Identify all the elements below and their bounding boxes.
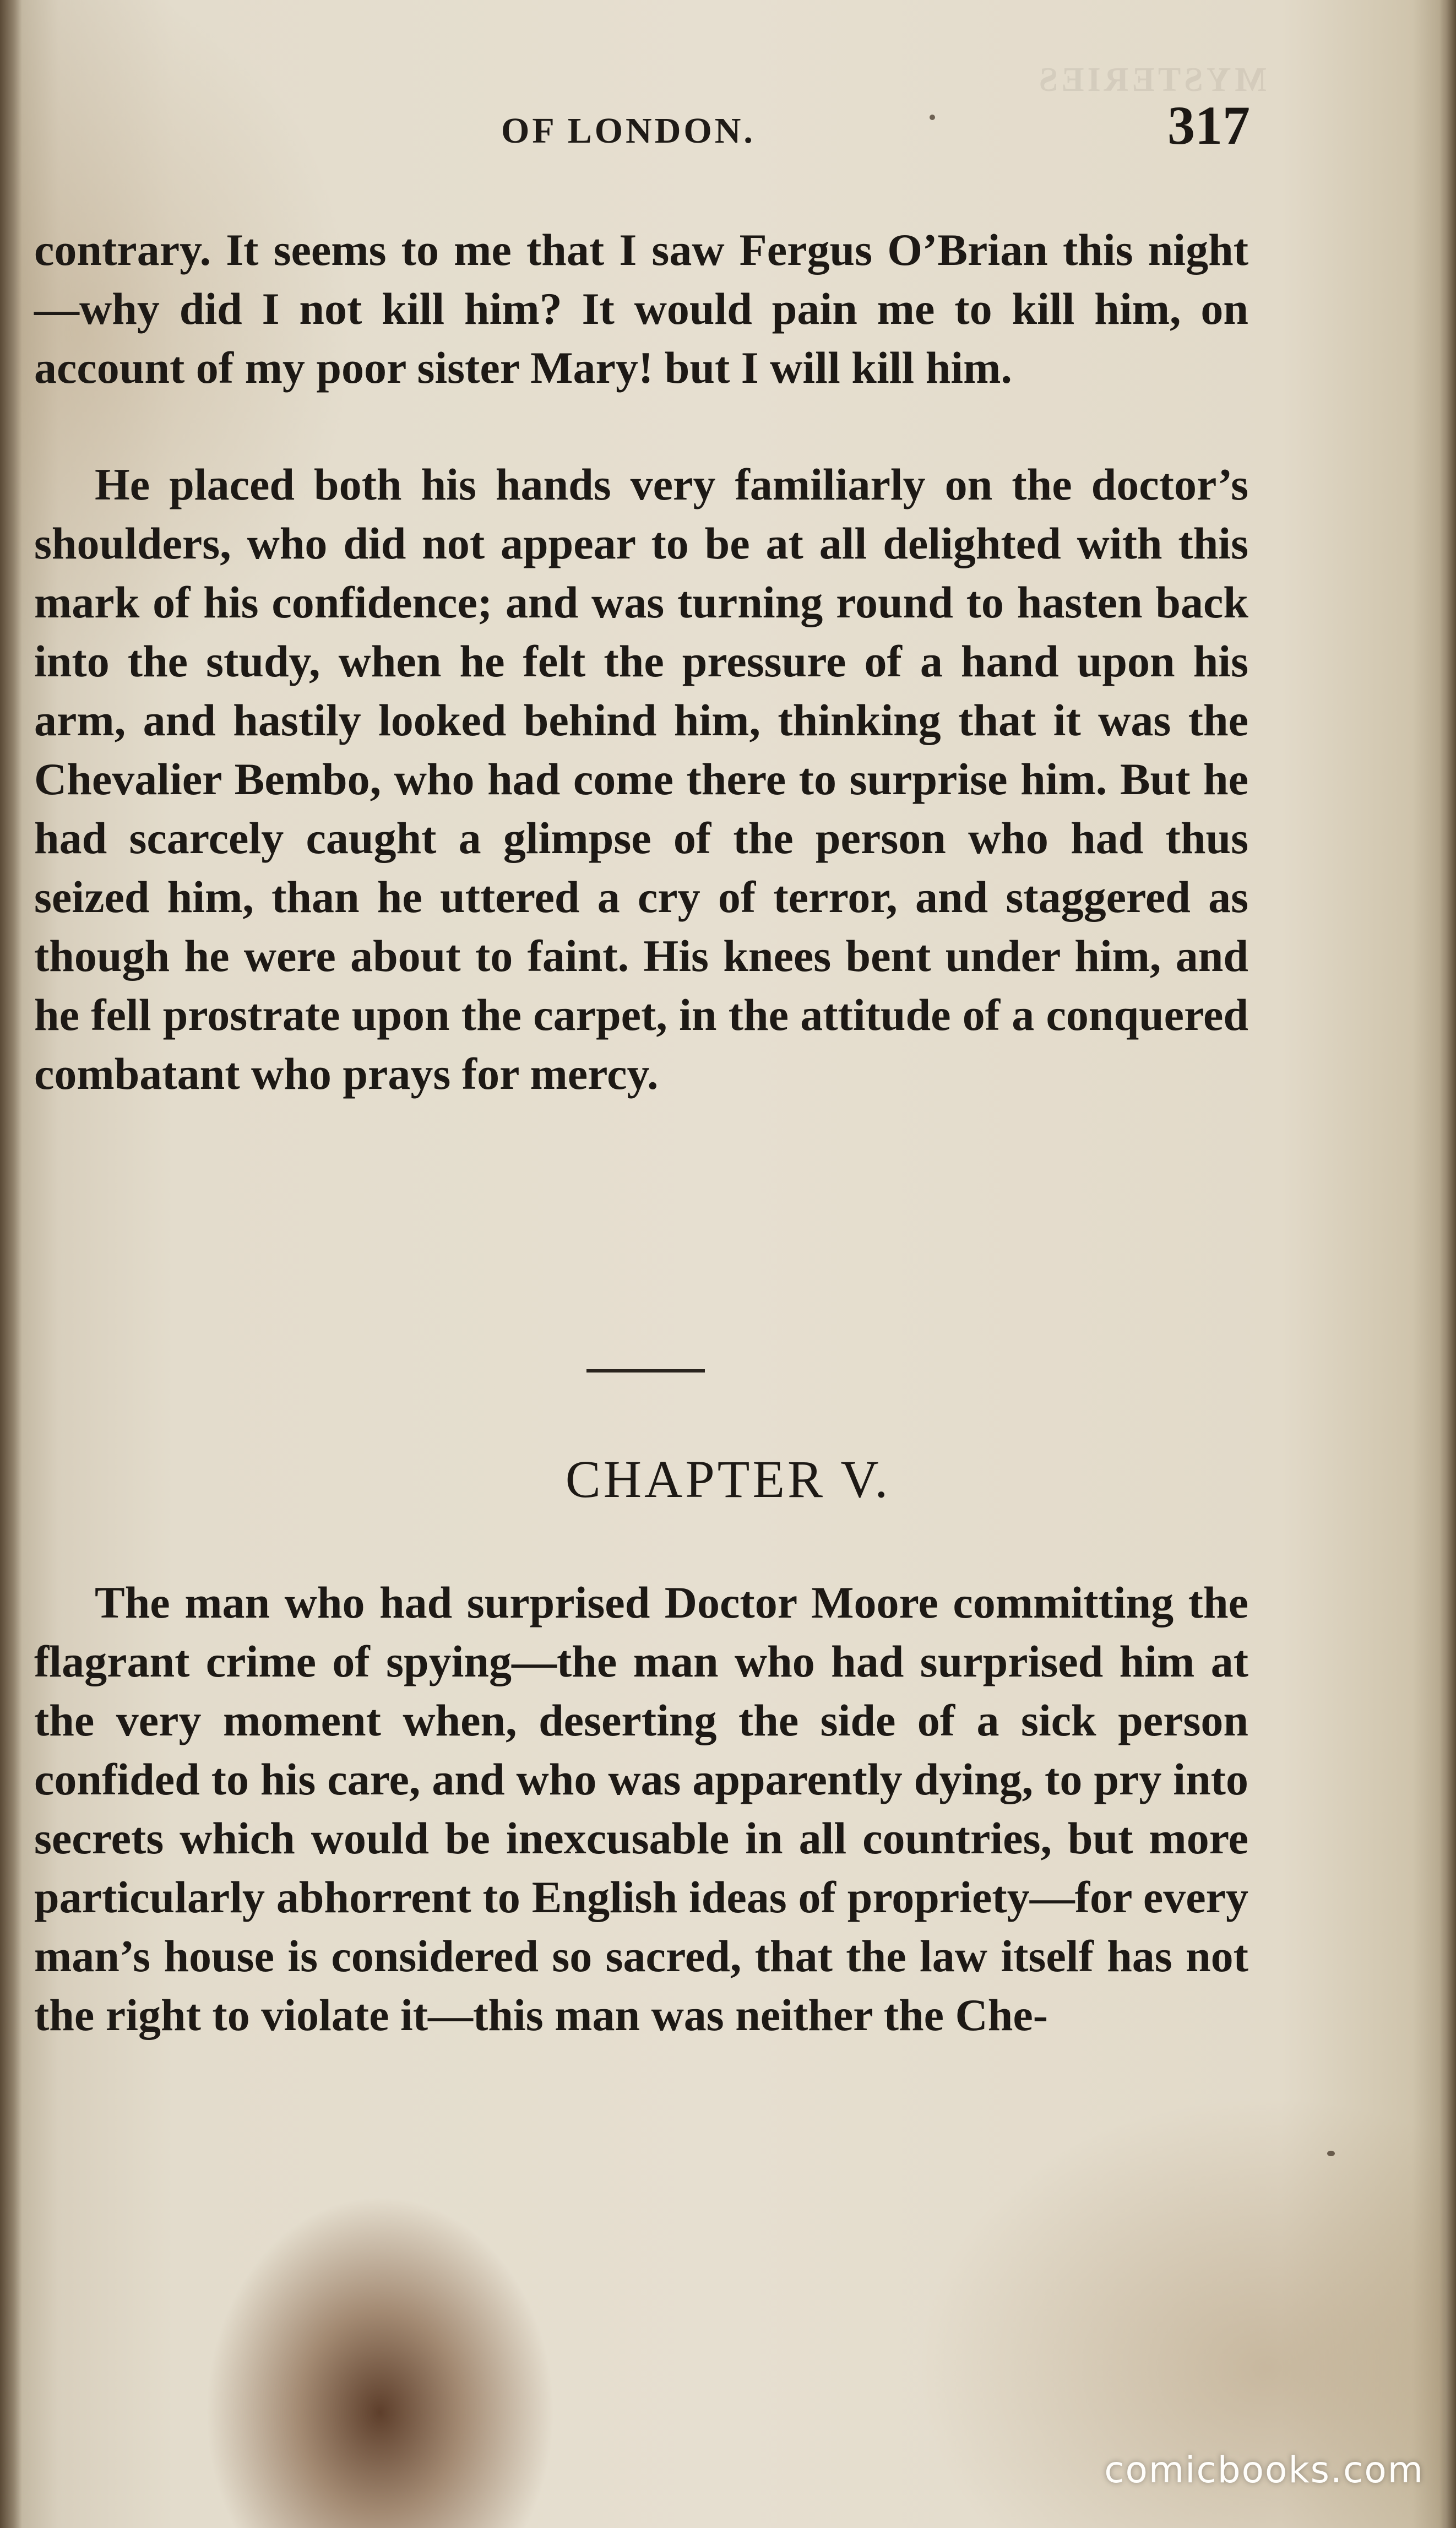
page-left-edge bbox=[0, 0, 22, 2528]
paragraph-3-text: The man who had surprised Doctor Moore committing the flagrant crime of spying—the man who had surprised him at the very moment when, deserting the side of a sick person confided to his care, and who was apparently dying, to pry into secrets which would be inexcusable in all countries, but more particularly abhorrent to English ideas of propriety—for every man’s house is considered so sacred, that the law itself has not the right to violate it—this man was neither the Che- bbox=[34, 1577, 1248, 2040]
page-header bbox=[33, 88, 1250, 154]
page-number: 317 bbox=[1167, 95, 1250, 156]
watermark-logo: comicbooks.com bbox=[1104, 2449, 1424, 2491]
running-head: OF LONDON. bbox=[501, 111, 756, 151]
paragraph-continued bbox=[34, 220, 1248, 397]
show-through-text: MYSTERIES bbox=[1035, 61, 1267, 99]
ink-speck bbox=[930, 115, 935, 120]
paragraph-1-text: contrary. It seems to me that I saw Fergus O’Brian this night—why did I not kill him? It would pain me to kill him, on account of my poor sister Mary! but I will kill him. bbox=[34, 225, 1248, 393]
paragraph bbox=[34, 1573, 1248, 2044]
ink-speck bbox=[1327, 2151, 1335, 2156]
page-right-edge bbox=[1439, 0, 1456, 2528]
chapter-heading: CHAPTER V. bbox=[565, 1450, 891, 1509]
paragraph-2-text: He placed both his hands very familiarly on the doctor’s shoulders, who did not appear to be at all delighted with this mark of his confidence; and was turning round to hasten back into the study, when he felt the pressure of a hand upon his arm, and hastily looked behind him, thinking that it was the Chevalier Bembo, who had come there to surprise him. But he had scarcely caught a glimpse of the person who had thus seized him, than he uttered a cry of terror, and staggered as though he were about to faint. His knees bent under him, and he fell prostrate upon the carpet, in the attitude of a conquered combatant who prays for mercy. bbox=[34, 459, 1248, 1099]
section-separator bbox=[586, 1369, 705, 1373]
paragraph bbox=[34, 455, 1248, 1103]
